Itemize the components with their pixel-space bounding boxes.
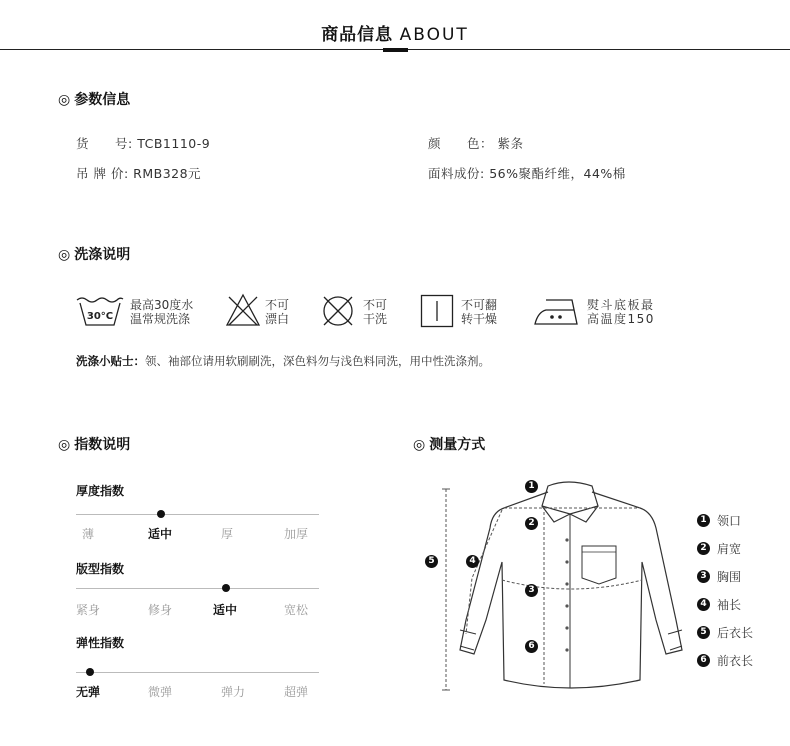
section-marker-icon: ◎ <box>413 437 426 453</box>
wash-tip <box>76 353 490 369</box>
fit-option: 修身 <box>148 603 173 617</box>
no-dryclean-icon <box>320 294 356 328</box>
thickness-index-marker <box>157 510 165 518</box>
header-accent-bar <box>383 48 408 52</box>
index-heading: ◎ 指数说明 <box>58 437 131 453</box>
color-value: 紫条 <box>497 136 524 151</box>
wash-heading: ◎ 洗涤说明 <box>58 247 131 263</box>
page-title-cn: 商品信息 <box>321 25 394 45</box>
elasticity-option: 弹力 <box>221 685 246 699</box>
marker-6: 6 <box>525 640 538 653</box>
measure-legend <box>697 506 753 674</box>
legend-item: 3 胸围 <box>697 562 753 590</box>
fit-option: 宽松 <box>284 603 309 617</box>
params-heading: ◎ 参数信息 <box>58 92 131 108</box>
fabric-label: 面料成份: <box>428 166 485 181</box>
marker-3: 3 <box>525 584 538 597</box>
wash-item-5-label: 熨斗底板最 高温度150 <box>587 298 655 326</box>
wash-30c-icon <box>76 294 124 328</box>
thickness-option-selected: 适中 <box>148 527 173 541</box>
legend-item: 5 后衣长 <box>697 618 753 646</box>
sku-label: 货 号: <box>76 136 133 151</box>
svg-text:30°C: 30°C <box>86 311 114 322</box>
elasticity-option-selected: 无弹 <box>76 685 101 699</box>
color-row <box>428 134 524 152</box>
fit-option: 紧身 <box>76 603 101 617</box>
thickness-index-track <box>76 514 319 515</box>
page-title <box>0 20 790 45</box>
wash-item-2-label: 不可 漂白 <box>265 298 290 326</box>
fabric-row <box>428 164 626 182</box>
color-label: 颜 色： <box>428 136 494 151</box>
elasticity-index-marker <box>86 668 94 676</box>
price-label: 吊 牌 价: <box>76 166 129 181</box>
wash-item-3-label: 不可 干洗 <box>363 298 388 326</box>
section-marker-icon: ◎ <box>58 437 71 453</box>
thickness-option: 薄 <box>82 527 95 541</box>
sku-value: TCB1110-9 <box>137 136 211 151</box>
page-title-en: ABOUT <box>399 25 469 45</box>
wash-tip-text: 领、袖部位请用软刷刷洗，深色料勿与浅色料同洗，用中性洗涤剂。 <box>145 354 490 368</box>
wash-item-1-label: 最高30度水 温常规洗涤 <box>130 298 194 326</box>
legend-item: 4 袖长 <box>697 590 753 618</box>
marker-1: 1 <box>525 480 538 493</box>
elasticity-option: 微弹 <box>148 685 173 699</box>
marker-5: 5 <box>425 555 438 568</box>
fabric-value: 56%聚酯纤维，44%棉 <box>489 166 626 181</box>
marker-2: 2 <box>525 517 538 530</box>
iron-150-icon <box>532 296 582 328</box>
elasticity-index-track <box>76 672 319 673</box>
elasticity-option: 超弹 <box>284 685 309 699</box>
fit-index-marker <box>222 584 230 592</box>
legend-item: 2 肩宽 <box>697 534 753 562</box>
shirt-measure-diagram <box>420 470 690 700</box>
no-bleach-icon <box>225 293 261 327</box>
thickness-option: 加厚 <box>284 527 309 541</box>
price-row <box>76 164 201 182</box>
wash-tip-label: 洗涤小贴士： <box>76 354 145 368</box>
no-tumble-dry-icon <box>420 294 454 328</box>
thickness-option: 厚 <box>221 527 234 541</box>
fit-option-selected: 适中 <box>213 603 238 617</box>
section-marker-icon: ◎ <box>58 92 71 108</box>
elasticity-index-title: 弹性指数 <box>76 636 125 650</box>
price-value: RMB328元 <box>133 166 202 181</box>
legend-item: 1 领口 <box>697 506 753 534</box>
fit-index-title: 版型指数 <box>76 562 125 576</box>
measure-heading: ◎ 测量方式 <box>413 437 486 453</box>
sku-row <box>76 134 210 152</box>
section-marker-icon: ◎ <box>58 247 71 263</box>
fit-index-track <box>76 588 319 589</box>
marker-4: 4 <box>466 555 479 568</box>
legend-item: 6 前衣长 <box>697 646 753 674</box>
wash-item-4-label: 不可翻 转干燥 <box>461 298 498 326</box>
thickness-index-title: 厚度指数 <box>76 484 125 498</box>
